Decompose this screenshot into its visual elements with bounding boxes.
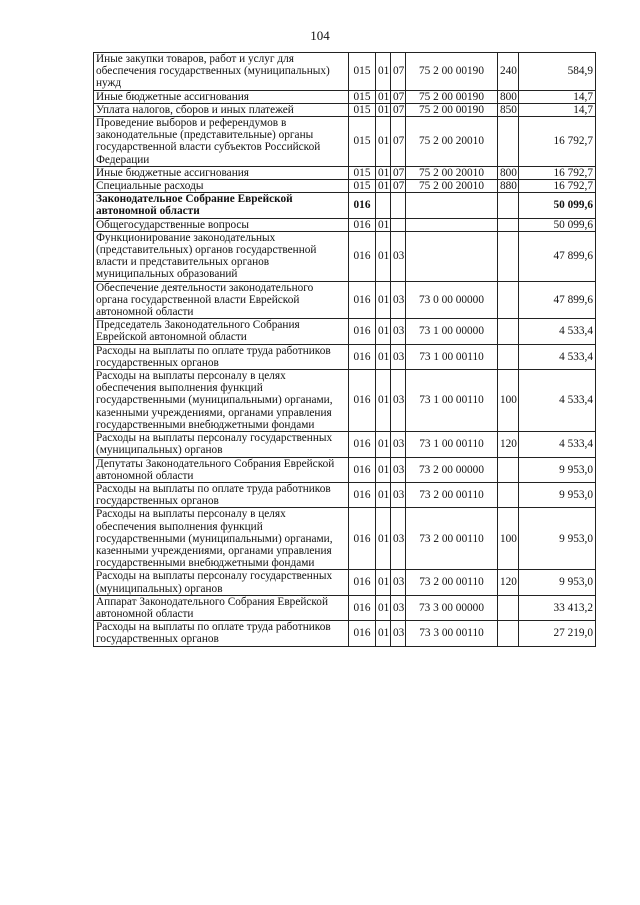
table-row xyxy=(94,319,596,344)
expense-type-cell: 800 xyxy=(498,90,519,103)
table-row xyxy=(94,180,596,193)
row-name-cell: Расходы на выплаты персоналу в целях обеспечения выполнения функций государственными (муниципальными) органами, казенными учреждениями, органами управления государственными внебюджетными фондами xyxy=(94,508,349,570)
table-row xyxy=(94,621,596,646)
section-code-cell: 01 xyxy=(376,117,391,167)
amount-cell: 16 792,7 xyxy=(519,117,596,167)
expense-type-cell xyxy=(498,457,519,482)
amount-cell: 4 533,4 xyxy=(519,344,596,369)
section-code-cell: 01 xyxy=(376,595,391,620)
department-code-cell: 015 xyxy=(349,90,376,103)
row-name-cell: Расходы на выплаты персоналу в целях обеспечения выполнения функций государственными (муниципальными) органами, казенными учреждениями, органами управления государственными внебюджетными фондами xyxy=(94,370,349,432)
expense-type-cell: 240 xyxy=(498,53,519,91)
expense-type-cell xyxy=(498,482,519,507)
row-name-cell: Расходы на выплаты персоналу государственных (муниципальных) органов xyxy=(94,570,349,595)
expense-type-cell xyxy=(498,193,519,218)
subsection-code-cell: 07 xyxy=(391,103,406,116)
amount-cell: 4 533,4 xyxy=(519,432,596,457)
table-row xyxy=(94,432,596,457)
table-row xyxy=(94,570,596,595)
department-code-cell: 015 xyxy=(349,103,376,116)
row-name-cell: Проведение выборов и референдумов в законодательные (представительные) органы государственной власти субъектов Российской Федерации xyxy=(94,117,349,167)
department-code-cell: 016 xyxy=(349,319,376,344)
table-row xyxy=(94,595,596,620)
row-name-cell: Иные бюджетные ассигнования xyxy=(94,90,349,103)
department-code-cell: 016 xyxy=(349,344,376,369)
target-article-cell: 73 2 00 00110 xyxy=(406,508,498,570)
subsection-code-cell: 03 xyxy=(391,508,406,570)
amount-cell: 14,7 xyxy=(519,103,596,116)
department-code-cell: 016 xyxy=(349,432,376,457)
row-name-cell: Специальные расходы xyxy=(94,180,349,193)
target-article-cell: 73 1 00 00110 xyxy=(406,370,498,432)
expense-type-cell: 120 xyxy=(498,432,519,457)
department-code-cell: 016 xyxy=(349,193,376,218)
target-article-cell: 73 3 00 00110 xyxy=(406,621,498,646)
target-article-cell: 75 2 00 20010 xyxy=(406,117,498,167)
department-code-cell: 016 xyxy=(349,508,376,570)
section-code-cell: 01 xyxy=(376,370,391,432)
amount-cell: 50 099,6 xyxy=(519,193,596,218)
department-code-cell: 015 xyxy=(349,166,376,179)
table-row xyxy=(94,457,596,482)
target-article-cell: 73 1 00 00110 xyxy=(406,344,498,369)
section-code-cell: 01 xyxy=(376,457,391,482)
row-name-cell: Председатель Законодательного Собрания Еврейской автономной области xyxy=(94,319,349,344)
subsection-code-cell: 03 xyxy=(391,319,406,344)
amount-cell: 27 219,0 xyxy=(519,621,596,646)
row-name-cell: Расходы на выплаты по оплате труда работников государственных органов xyxy=(94,344,349,369)
subsection-code-cell: 03 xyxy=(391,457,406,482)
row-name-cell: Иные бюджетные ассигнования xyxy=(94,166,349,179)
expense-type-cell xyxy=(498,621,519,646)
table-row xyxy=(94,482,596,507)
row-name-cell: Депутаты Законодательного Собрания Еврейской автономной области xyxy=(94,457,349,482)
section-code-cell: 01 xyxy=(376,180,391,193)
department-code-cell: 016 xyxy=(349,231,376,281)
target-article-cell: 75 2 00 20010 xyxy=(406,180,498,193)
row-name-cell: Расходы на выплаты по оплате труда работников государственных органов xyxy=(94,482,349,507)
table-row xyxy=(94,218,596,231)
table-body xyxy=(94,53,596,647)
department-code-cell: 016 xyxy=(349,218,376,231)
target-article-cell: 73 0 00 00000 xyxy=(406,281,498,319)
amount-cell: 16 792,7 xyxy=(519,180,596,193)
subsection-code-cell: 07 xyxy=(391,180,406,193)
expense-type-cell xyxy=(498,218,519,231)
amount-cell: 9 953,0 xyxy=(519,457,596,482)
target-article-cell xyxy=(406,218,498,231)
department-code-cell: 016 xyxy=(349,281,376,319)
subsection-code-cell: 07 xyxy=(391,90,406,103)
amount-cell: 33 413,2 xyxy=(519,595,596,620)
page-number: 104 xyxy=(310,28,330,43)
department-code-cell: 016 xyxy=(349,482,376,507)
subsection-code-cell: 03 xyxy=(391,482,406,507)
target-article-cell: 73 2 00 00000 xyxy=(406,457,498,482)
row-name-cell: Обеспечение деятельности законодательного органа государственной власти Еврейской автономной области xyxy=(94,281,349,319)
table-row xyxy=(94,117,596,167)
target-article-cell: 73 1 00 00000 xyxy=(406,319,498,344)
section-code-cell: 01 xyxy=(376,218,391,231)
row-name-cell: Расходы на выплаты персоналу государственных (муниципальных) органов xyxy=(94,432,349,457)
section-code-cell: 01 xyxy=(376,344,391,369)
budget-table xyxy=(93,52,596,647)
expense-type-cell: 880 xyxy=(498,180,519,193)
target-article-cell: 73 1 00 00110 xyxy=(406,432,498,457)
department-code-cell: 016 xyxy=(349,621,376,646)
department-code-cell: 015 xyxy=(349,117,376,167)
department-code-cell: 015 xyxy=(349,180,376,193)
subsection-code-cell: 07 xyxy=(391,53,406,91)
subsection-code-cell: 07 xyxy=(391,166,406,179)
section-code-cell: 01 xyxy=(376,319,391,344)
department-code-cell: 015 xyxy=(349,53,376,91)
target-article-cell: 75 2 00 00190 xyxy=(406,53,498,91)
section-code-cell: 01 xyxy=(376,53,391,91)
section-code-cell: 01 xyxy=(376,432,391,457)
row-name-cell: Расходы на выплаты по оплате труда работников государственных органов xyxy=(94,621,349,646)
table-row xyxy=(94,281,596,319)
table-row xyxy=(94,231,596,281)
target-article-cell: 73 2 00 00110 xyxy=(406,482,498,507)
subsection-code-cell xyxy=(391,218,406,231)
row-name-cell: Аппарат Законодательного Собрания Еврейской автономной области xyxy=(94,595,349,620)
section-code-cell: 01 xyxy=(376,621,391,646)
section-code-cell: 01 xyxy=(376,570,391,595)
expense-type-cell xyxy=(498,231,519,281)
amount-cell: 584,9 xyxy=(519,53,596,91)
table-row xyxy=(94,53,596,91)
target-article-cell xyxy=(406,231,498,281)
section-code-cell: 01 xyxy=(376,281,391,319)
row-name-cell: Функционирование законодательных (представительных) органов государственной власти и представительных органов муниципальных образований xyxy=(94,231,349,281)
row-name-cell: Уплата налогов, сборов и иных платежей xyxy=(94,103,349,116)
amount-cell: 9 953,0 xyxy=(519,508,596,570)
expense-type-cell: 100 xyxy=(498,370,519,432)
table-row xyxy=(94,193,596,218)
row-name-cell: Законодательное Собрание Еврейской автономной области xyxy=(94,193,349,218)
subsection-code-cell: 03 xyxy=(391,370,406,432)
target-article-cell: 75 2 00 20010 xyxy=(406,166,498,179)
subsection-code-cell: 03 xyxy=(391,621,406,646)
amount-cell: 16 792,7 xyxy=(519,166,596,179)
target-article-cell: 73 2 00 00110 xyxy=(406,570,498,595)
expense-type-cell xyxy=(498,281,519,319)
subsection-code-cell: 03 xyxy=(391,432,406,457)
target-article-cell: 73 3 00 00000 xyxy=(406,595,498,620)
subsection-code-cell: 03 xyxy=(391,281,406,319)
table-row xyxy=(94,166,596,179)
amount-cell: 4 533,4 xyxy=(519,319,596,344)
amount-cell: 4 533,4 xyxy=(519,370,596,432)
section-code-cell: 01 xyxy=(376,482,391,507)
expense-type-cell xyxy=(498,595,519,620)
section-code-cell: 01 xyxy=(376,508,391,570)
amount-cell: 47 899,6 xyxy=(519,281,596,319)
section-code-cell: 01 xyxy=(376,90,391,103)
section-code-cell: 01 xyxy=(376,166,391,179)
table-row xyxy=(94,370,596,432)
department-code-cell: 016 xyxy=(349,595,376,620)
expense-type-cell: 800 xyxy=(498,166,519,179)
target-article-cell: 75 2 00 00190 xyxy=(406,90,498,103)
target-article-cell: 75 2 00 00190 xyxy=(406,103,498,116)
subsection-code-cell: 03 xyxy=(391,570,406,595)
department-code-cell: 016 xyxy=(349,370,376,432)
amount-cell: 9 953,0 xyxy=(519,482,596,507)
department-code-cell: 016 xyxy=(349,570,376,595)
expense-type-cell: 120 xyxy=(498,570,519,595)
section-code-cell: 01 xyxy=(376,231,391,281)
section-code-cell: 01 xyxy=(376,103,391,116)
expense-type-cell: 100 xyxy=(498,508,519,570)
table-row xyxy=(94,103,596,116)
amount-cell: 14,7 xyxy=(519,90,596,103)
amount-cell: 50 099,6 xyxy=(519,218,596,231)
subsection-code-cell xyxy=(391,193,406,218)
subsection-code-cell: 07 xyxy=(391,117,406,167)
amount-cell: 47 899,6 xyxy=(519,231,596,281)
row-name-cell: Иные закупки товаров, работ и услуг для обеспечения государственных (муниципальных) нужд xyxy=(94,53,349,91)
expense-type-cell xyxy=(498,319,519,344)
row-name-cell: Общегосударственные вопросы xyxy=(94,218,349,231)
subsection-code-cell: 03 xyxy=(391,595,406,620)
section-code-cell xyxy=(376,193,391,218)
table-row xyxy=(94,508,596,570)
target-article-cell xyxy=(406,193,498,218)
subsection-code-cell: 03 xyxy=(391,231,406,281)
expense-type-cell xyxy=(498,117,519,167)
table-row xyxy=(94,344,596,369)
department-code-cell: 016 xyxy=(349,457,376,482)
expense-type-cell: 850 xyxy=(498,103,519,116)
amount-cell: 9 953,0 xyxy=(519,570,596,595)
expense-type-cell xyxy=(498,344,519,369)
table-row xyxy=(94,90,596,103)
subsection-code-cell: 03 xyxy=(391,344,406,369)
